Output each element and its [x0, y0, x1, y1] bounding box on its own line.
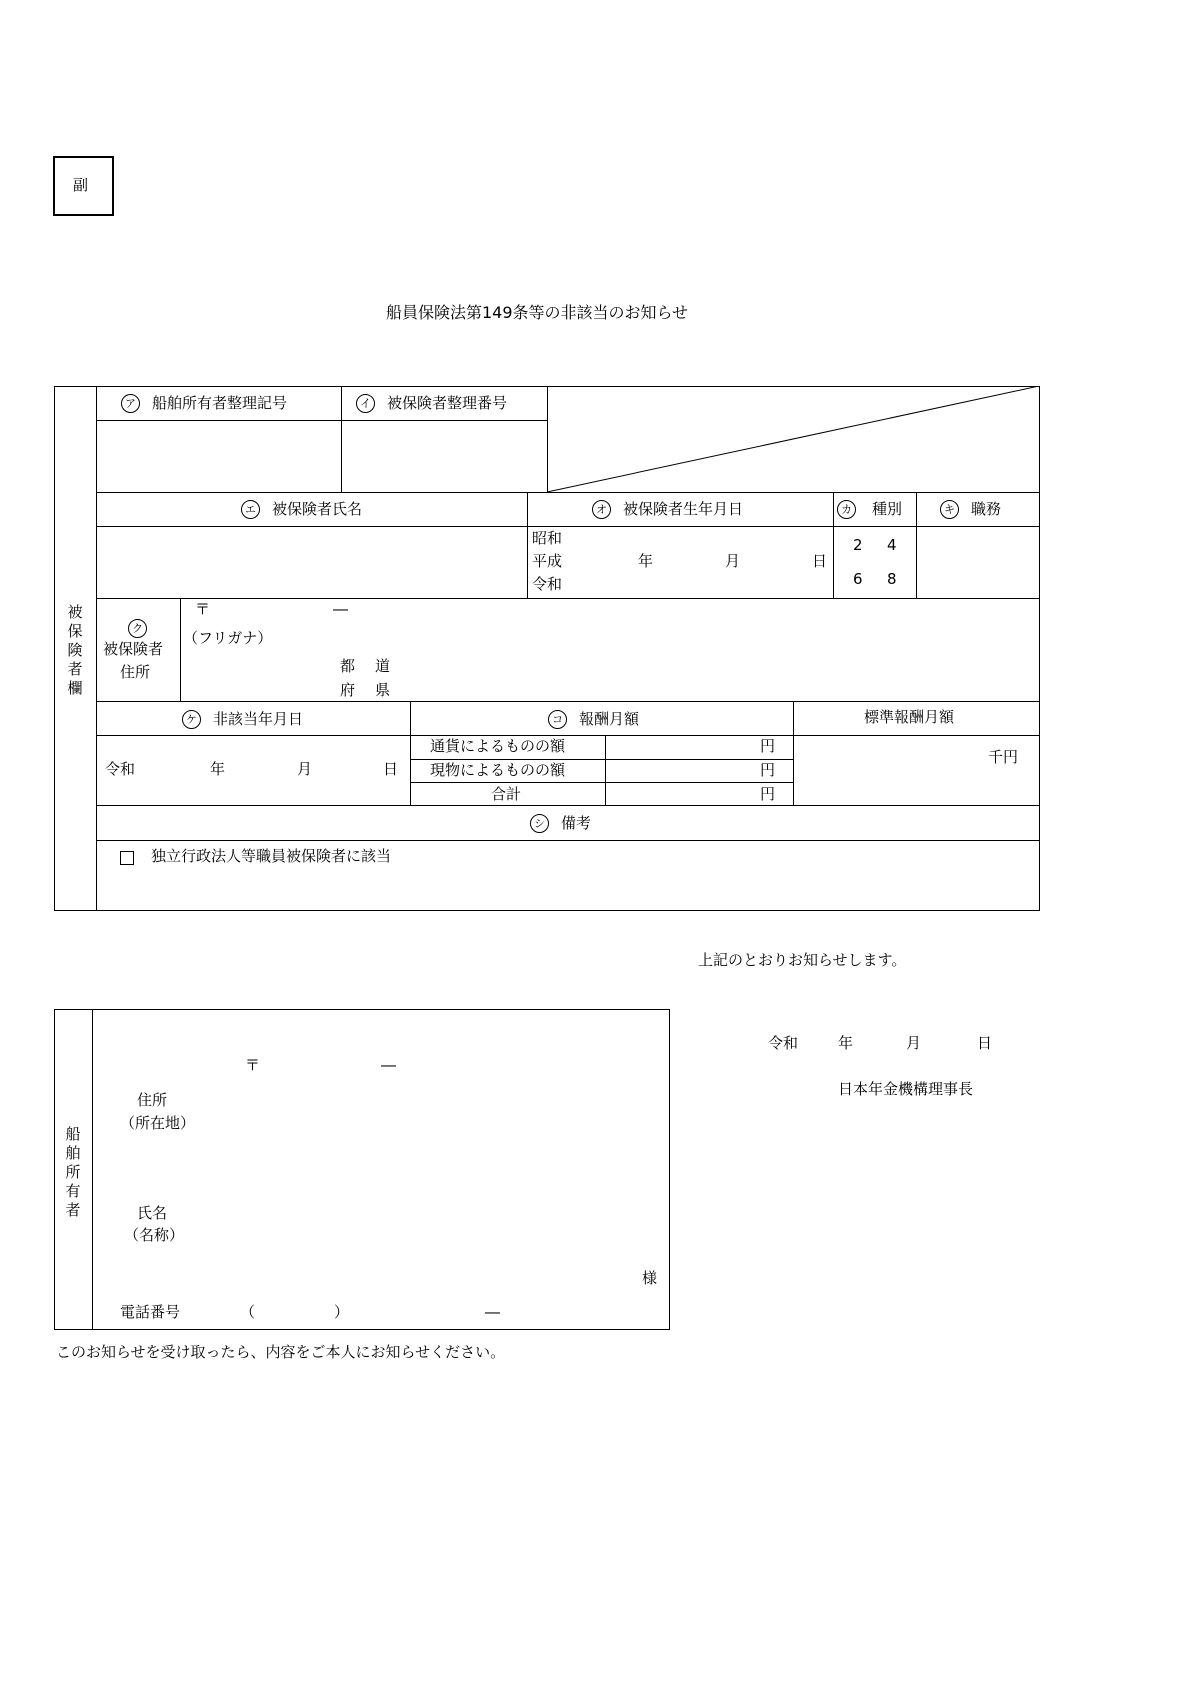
name-field[interactable] [97, 527, 526, 597]
pay-header: コ 報酬月額 [548, 710, 639, 729]
birth-year-label: 年 [638, 552, 654, 570]
pref-fu: 府 [340, 681, 356, 699]
owner-postal-dash: ― [381, 1056, 396, 1074]
independent-agency-label: 独立行政法人等職員被保険者に該当 [151, 847, 392, 865]
pref-to: 都 [340, 657, 356, 675]
date-month: 月 [297, 760, 313, 778]
issue-day: 日 [977, 1034, 993, 1052]
type-header: カ 種別 [837, 500, 902, 519]
address-mark: ク [128, 619, 147, 638]
phone-label: 電話番号 [120, 1303, 181, 1321]
era-heisei: 平成 [532, 552, 563, 570]
insured-number-field[interactable] [342, 421, 546, 491]
pay-currency-label: 通貨によるものの額 [430, 737, 566, 755]
postal-mark: 〒 [195, 600, 211, 618]
owner-postal: 〒 [245, 1056, 261, 1074]
insured-side-label: 被保険者欄 [67, 603, 83, 697]
address-label: 被保険者 [103, 640, 164, 658]
honorific: 様 [642, 1269, 658, 1287]
independent-agency-checkbox[interactable] [120, 851, 134, 865]
era-reiwa: 令和 [532, 575, 563, 593]
diagonal-line [547, 386, 1040, 493]
job-field[interactable] [917, 527, 1038, 597]
owner-code-header: ア 船舶所有者整理記号 [121, 394, 287, 413]
owner-name-sub: （名称） [124, 1226, 185, 1244]
date-year: 年 [210, 760, 226, 778]
pref-do: 道 [375, 657, 391, 675]
owner-code-field[interactable] [97, 421, 340, 491]
owner-side-label: 船舶所有者 [65, 1125, 81, 1219]
birth-day-label: 日 [812, 552, 828, 570]
date-era: 令和 [105, 760, 136, 778]
owner-address-sub: （所在地） [120, 1114, 196, 1132]
issuer: 日本年金機構理事長 [838, 1080, 974, 1098]
furigana-label: （フリガナ） [183, 629, 273, 647]
type-option-4[interactable]: 4 [887, 536, 897, 554]
notice-text: 上記のとおりお知らせします。 [698, 951, 907, 969]
postal-dash: ― [333, 600, 348, 618]
issue-month: 月 [906, 1034, 922, 1052]
date-day: 日 [383, 760, 399, 778]
type-option-6[interactable]: 6 [853, 570, 863, 588]
standard-pay-header: 標準報酬月額 [864, 708, 955, 726]
insured-number-header: イ 被保険者整理番号 [356, 394, 507, 413]
owner-box [54, 1009, 670, 1330]
era-showa: 昭和 [532, 529, 563, 547]
issue-year: 年 [838, 1034, 854, 1052]
pay-total-unit: 円 [760, 785, 776, 803]
footer-note: このお知らせを受け取ったら、内容をご本人にお知らせください。 [56, 1343, 506, 1361]
type-option-2[interactable]: 2 [853, 536, 863, 554]
non-applicable-date-header: ケ 非該当年月日 [182, 710, 303, 729]
copy-mark: 副 [73, 176, 89, 194]
phone-paren-open: （ [240, 1303, 256, 1321]
birth-header: オ 被保険者生年月日 [592, 500, 743, 519]
standard-pay-unit: 千円 [988, 748, 1019, 766]
pref-ken: 県 [375, 681, 391, 699]
document-title: 船員保険法第149条等の非該当のお知らせ [386, 303, 689, 322]
name-header: エ 被保険者氏名 [241, 500, 362, 519]
issue-era: 令和 [768, 1034, 799, 1052]
pay-goods-label: 現物によるものの額 [430, 761, 566, 779]
owner-address-label: 住所 [137, 1091, 168, 1109]
birth-month-label: 月 [725, 552, 741, 570]
job-header: キ 職務 [940, 500, 1001, 519]
pay-total-label: 合計 [491, 785, 522, 803]
pay-goods-unit: 円 [760, 761, 776, 779]
remarks-header: シ 備考 [530, 814, 591, 833]
phone-dash: ― [485, 1303, 500, 1321]
pay-currency-unit: 円 [760, 737, 776, 755]
address-label-2: 住所 [120, 663, 151, 681]
owner-name-label: 氏名 [137, 1204, 168, 1222]
phone-paren-close: ） [334, 1303, 350, 1321]
type-option-8[interactable]: 8 [887, 570, 897, 588]
